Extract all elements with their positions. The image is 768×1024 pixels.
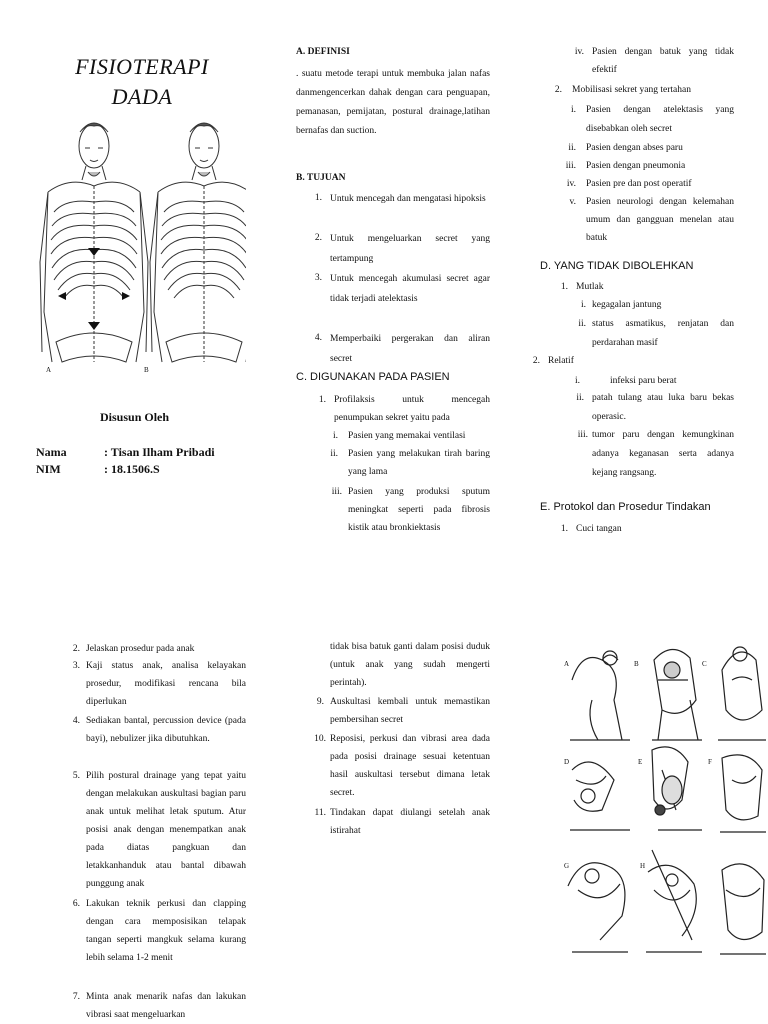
digunakan-sub-1: Pasien yang memakai ventilasi: [348, 431, 466, 441]
tujuan-num-3: 3.: [314, 273, 322, 283]
step-4: Sediakan bantal, percussion device (pada bayi), nebulizer jika dibutuhkan.: [86, 716, 246, 744]
mob-sub-2: Pasien dengan abses paru: [586, 143, 683, 153]
mob-sub-num-1: i.: [570, 105, 576, 115]
cover-title: [42, 52, 242, 112]
relatif-sub-3: tumor paru dengan kemungkinan adanya keganasan serta adanya kejang rangsang.: [592, 430, 734, 478]
step-num-3: 3.: [72, 661, 80, 671]
mutlak-sub-2: status asmatikus, renjatan dan perdarahan masif: [592, 319, 734, 348]
step-num-5: 5.: [72, 771, 80, 781]
figure-letter-g: G: [564, 862, 570, 870]
mob-sub-num-4: iv.: [566, 179, 576, 189]
tujuan-item-3: Untuk mencegah akumulasi secret agar tidak terjadi atelektasis: [330, 274, 490, 304]
figure-label-a: A: [46, 366, 52, 374]
mob-sub-5: Pasien neurologi dengan kelemahan umum dan gangguan menelan atau batuk: [586, 197, 734, 243]
mobilisasi-text: Mobilisasi sekret yang tertahan: [572, 85, 691, 95]
mob-sub-num-2: ii.: [568, 143, 576, 153]
nama-label: Nama: [36, 445, 67, 459]
mutlak-sub-1: kegagalan jantung: [592, 300, 662, 310]
step-2: Jelaskan prosedur pada anak: [86, 644, 195, 654]
tujuan-item-1: Untuk mencegah dan mengatasi hipoksis: [330, 194, 486, 204]
mob-sub-4: Pasien pre dan post operatif: [586, 179, 692, 189]
pasien-iv-text: Pasien dengan batuk yang tidak efektif: [592, 47, 734, 75]
relatif-num: 2.: [532, 356, 540, 366]
digunakan-sub-num-1: i.: [332, 431, 338, 441]
postural-drainage-drawings: [562, 640, 768, 975]
step-11: Tindakan dapat diulangi setelah anak istirahat: [330, 808, 490, 836]
digunakan-sub-3: Pasien yang produksi sputum meningkat seperti pada fibrosis kistik atau bronkiektasis: [348, 487, 490, 533]
step-10: Reposisi, perkusi dan vibrasi area dada pada posisi drainage sesuai ketentuan hasil auskultasi tersebut dimana letak secret.: [330, 734, 490, 798]
mobilisasi-num: 2.: [554, 85, 562, 95]
digunakan-sub-2: Pasien yang melakukan tirah baring yang lama: [348, 449, 490, 477]
pasien-iv-num: iv.: [574, 47, 584, 57]
tujuan-num-4: 4.: [314, 333, 322, 343]
step-num-10: 10.: [314, 734, 326, 744]
mob-sub-1: Pasien dengan atelektasis yang disebabkan oleh secret: [586, 105, 734, 134]
postural-drainage-figures: [562, 640, 768, 975]
step-num-2: 2.: [72, 644, 80, 654]
relatif-sub-num-1: i.: [574, 376, 580, 386]
figure-letter-h: H: [640, 862, 646, 870]
mutlak-sub-num-2: ii.: [578, 319, 586, 329]
mutlak-num: 1.: [560, 282, 568, 292]
figure-label-b: B: [144, 366, 149, 374]
step-9: Auskultasi kembali untuk memastikan pembersihan secret: [330, 697, 490, 725]
nama-value: : Tisan Ilham Pribadi: [104, 445, 215, 459]
relatif-sub-num-3: iii.: [577, 430, 588, 440]
definisi-heading: A. DEFINISI: [296, 47, 350, 57]
figure-letter-b: B: [634, 660, 639, 668]
figure-letter-d: D: [564, 758, 570, 766]
tidak-dibolehkan-heading: D. YANG TIDAK DIBOLEHKAN: [540, 260, 694, 272]
relatif-sub-2: patah tulang atau luka baru bekas operasic.: [592, 393, 734, 422]
cover-title-line1: FISIOTERAPI: [75, 54, 209, 79]
relatif-text: Relatif: [548, 356, 574, 366]
step-num-11: 11.: [314, 808, 326, 818]
digunakan-num-1: 1.: [318, 395, 326, 405]
protokol-num-1: 1.: [560, 524, 568, 534]
step-3: Kaji status anak, analisa kelayakan prosedur, modifikasi rencana bila diperlukan: [86, 661, 246, 707]
tujuan-item-4: Memperbaiki pergerakan dan aliran secret: [330, 334, 490, 364]
figure-letter-f: F: [708, 758, 712, 766]
tujuan-num-1: 1.: [314, 193, 322, 203]
step-num-4: 4.: [72, 716, 80, 726]
step-num-7: 7.: [72, 992, 80, 1002]
mob-sub-num-5: v.: [569, 197, 576, 207]
relatif-sub-num-2: ii.: [576, 393, 584, 403]
mob-sub-num-3: iii.: [565, 161, 576, 171]
chest-skeleton-illustration: [36, 112, 246, 382]
protokol-item-1: Cuci tangan: [576, 524, 622, 534]
tujuan-item-2: Untuk mengeluarkan secret yang tertampung: [330, 234, 490, 264]
step-5: Pilih postural drainage yang tepat yaitu dengan melakukan auskultasi bagian paru anak untuk melihat letak sputum. Atur posisi anak dengan menempatkan anak pada diatas pangkuan dan letakkanhanduk atau bantal dibawah punggung anak: [86, 771, 246, 889]
figure-letter-e: E: [638, 758, 643, 766]
mutlak-sub-num-1: i.: [580, 300, 586, 310]
step-num-9: 9.: [316, 697, 324, 707]
digunakan-sub-num-3: iii.: [331, 487, 342, 497]
mutlak-text: Mutlak: [576, 282, 604, 292]
definisi-text: . suatu metode terapi untuk membuka jalan nafas danmengencerkan dahak dengan cara penguapan, pemanasan, pemijatan, postural drainage,latihan bernafas dan suction.: [296, 69, 490, 136]
nim-value: : 18.1506.S: [104, 462, 160, 476]
step-num-6: 6.: [72, 899, 80, 909]
digunakan-sub-num-2: ii.: [330, 449, 338, 459]
figure-letter-c: C: [702, 660, 707, 668]
tujuan-num-2: 2.: [314, 233, 322, 243]
step-8-continuation: tidak bisa batuk ganti dalam posisi duduk (untuk anak yang sudah mengerti perintah).: [330, 642, 490, 688]
disusun-oleh-label: Disusun Oleh: [100, 410, 170, 424]
nim-label: NIM: [36, 462, 61, 476]
figure-letter-a: A: [564, 660, 570, 668]
mob-sub-3: Pasien dengan pneumonia: [586, 161, 686, 171]
step-6: Lakukan teknik perkusi dan clapping dengan cara memposisikan telapak tangan seperti mangkuk selama kurang lebih selama 1-2 menit: [86, 899, 246, 963]
digunakan-heading: C. DIGUNAKAN PADA PASIEN: [296, 371, 450, 383]
tujuan-heading: B. TUJUAN: [296, 173, 346, 183]
cover-title-line2: DADA: [111, 84, 173, 109]
digunakan-item-1: Profilaksis untuk mencegah penumpukan sekret yaitu pada: [334, 395, 490, 423]
protokol-heading: E. Protokol dan Prosedur Tindakan: [540, 501, 711, 513]
step-7: Minta anak menarik nafas dan lakukan vibrasi saat mengeluarkan: [86, 992, 246, 1020]
relatif-sub-1: infeksi paru berat: [610, 376, 677, 386]
